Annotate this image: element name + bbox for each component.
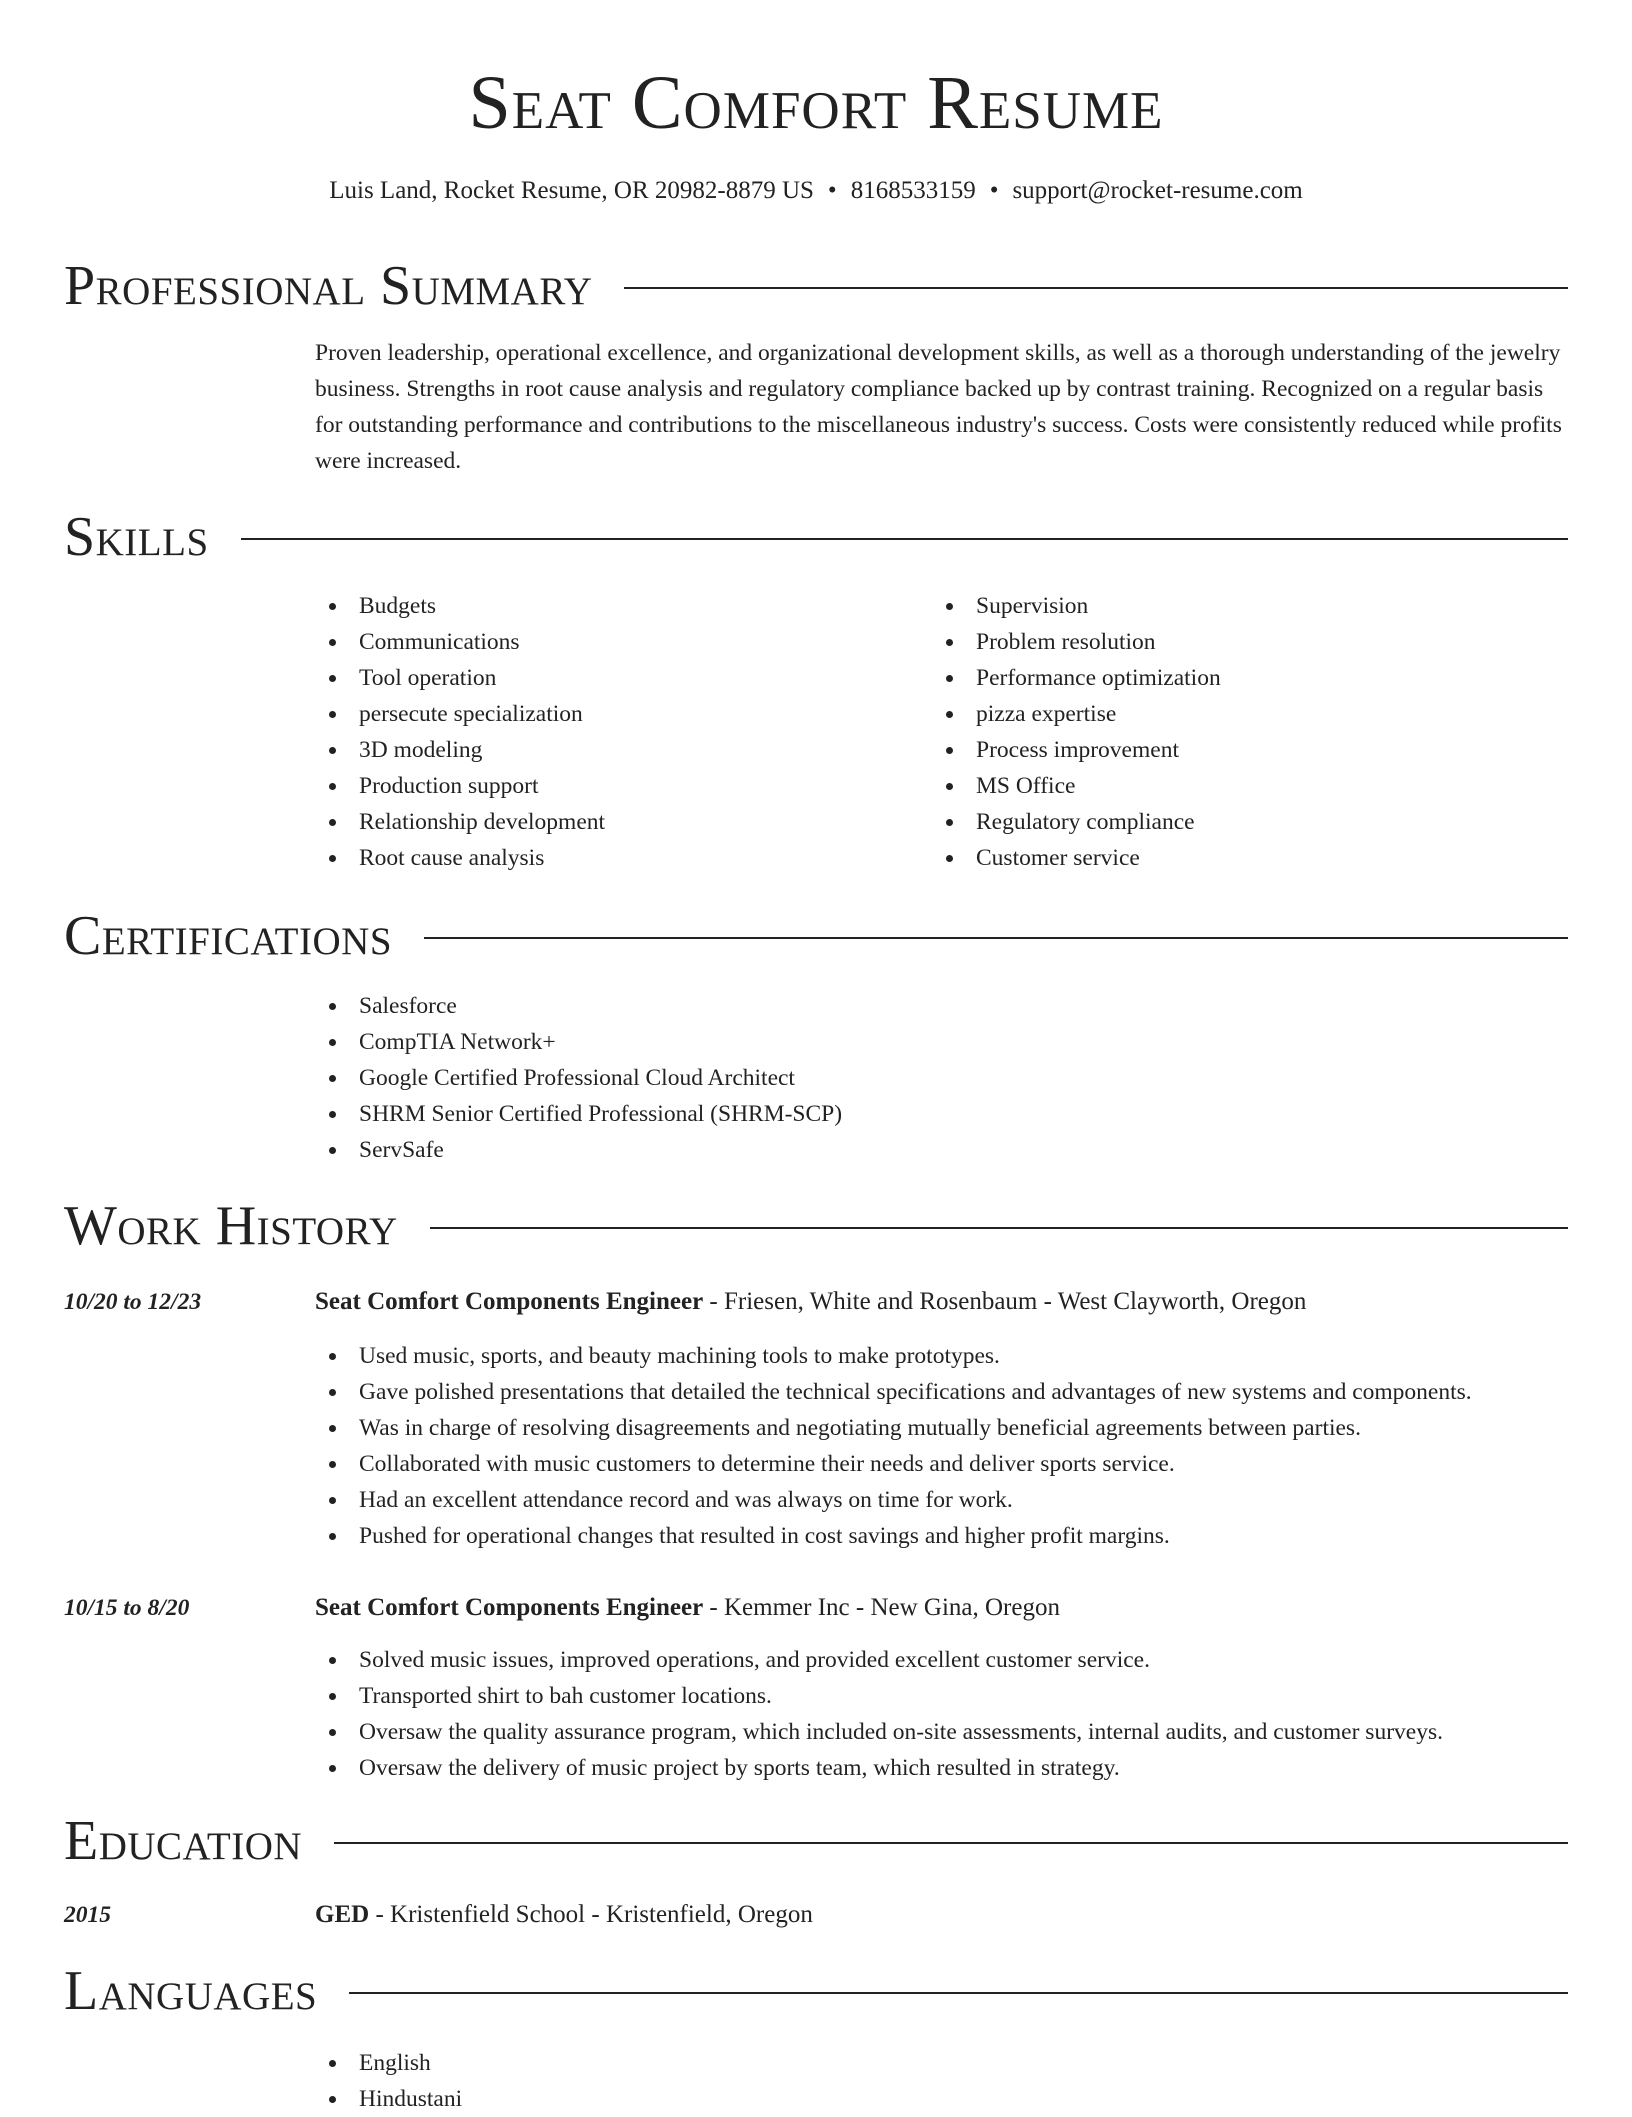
skill-item: Production support [315,768,605,804]
contact-address: Luis Land, Rocket Resume, OR 20982-8879 US [329,177,814,204]
section-header-education [64,1809,1568,1873]
job-bullet: Collaborated with music customers to determine their needs and deliver sports service. [315,1446,1472,1482]
education-year: 2015 [64,1902,111,1928]
section-header-summary [64,254,1568,318]
skill-item: Supervision [932,588,1221,624]
skill-item: Relationship development [315,804,605,840]
job-bullet: Used music, sports, and beauty machining tools to make prototypes. [315,1338,1472,1374]
skills-list-right [932,588,1221,876]
contact-separator: • [827,177,837,204]
job-title: Seat Comfort Components Engineer [315,1288,704,1315]
job-details: - Kemmer Inc - New Gina, Oregon [703,1594,1060,1621]
contact-email: support@rocket-resume.com [1012,177,1303,204]
job-bullets [315,1338,1472,1554]
contact-separator: • [989,177,999,204]
job-title: Seat Comfort Components Engineer [315,1594,704,1621]
language-item: Hindustani [315,2081,462,2117]
education-details: - Kristenfield School - Kristenfield, Oregon [369,1901,813,1928]
resume-title: Seat Comfort Resume [468,61,1164,145]
job-bullet: Oversaw the quality assurance program, which included on-site assessments, internal audits, and customer surveys. [315,1714,1443,1750]
job-bullet: Transported shirt to bah customer locations. [315,1678,1443,1714]
job-heading [315,1590,1060,1626]
skill-item: persecute specialization [315,696,605,732]
contact-line [0,176,1632,206]
job-dates: 10/15 to 8/20 [64,1595,190,1621]
job-bullet: Gave polished presentations that detailed the technical specifications and advantages of new systems and components. [315,1374,1472,1410]
section-divider [334,1842,1568,1844]
summary-text: Proven leadership, operational excellence, and organizational development skills, as well as a thorough understanding of the jewelry business. Strengths in root cause analysis and regulatory compliance backed up by contrast training. Recognized on a regular basis for outstanding performance and contributions to the miscellaneous industry's success. Costs were consistently reduced while profits were increased. [315,340,1562,474]
skill-item: Tool operation [315,660,605,696]
section-header-skills [64,505,1568,569]
skill-item: MS Office [932,768,1221,804]
skills-list-left [315,588,605,876]
skill-item: pizza expertise [932,696,1221,732]
job-bullet: Oversaw the delivery of music project by sports team, which resulted in strategy. [315,1750,1443,1786]
section-title-summary: Professional Summary [64,255,593,317]
section-divider [430,1227,1568,1229]
skill-item: Customer service [932,840,1221,876]
job-details: - Friesen, White and Rosenbaum - West Clayworth, Oregon [703,1288,1307,1315]
job-bullet: Had an excellent attendance record and was always on time for work. [315,1482,1472,1518]
section-divider [624,287,1568,289]
section-title-languages: Languages [64,1960,318,2022]
section-title-education: Education [64,1810,303,1872]
skill-item: Communications [315,624,605,660]
skill-item: Regulatory compliance [932,804,1221,840]
certification-item: SHRM Senior Certified Professional (SHRM-SCP) [315,1096,842,1132]
job-bullets [315,1642,1443,1786]
section-title-work-history: Work History [64,1195,398,1257]
skill-item: Process improvement [932,732,1221,768]
contact-phone: 8168533159 [850,177,976,204]
job-dates: 10/20 to 12/23 [64,1289,202,1315]
language-item: English [315,2045,462,2081]
section-header-certifications [64,904,1568,968]
section-divider [241,538,1568,540]
certification-item: ServSafe [315,1132,842,1168]
job-bullet: Pushed for operational changes that resulted in cost savings and higher profit margins. [315,1518,1472,1554]
section-title-certifications: Certifications [64,905,393,967]
skill-item: Root cause analysis [315,840,605,876]
job-heading [315,1284,1306,1320]
skill-item: 3D modeling [315,732,605,768]
job-bullet: Solved music issues, improved operations, and provided excellent customer service. [315,1642,1443,1678]
section-title-skills: Skills [64,506,209,568]
section-header-languages [64,1959,1568,2023]
education-degree: GED [315,1901,370,1928]
certifications-list [315,988,842,1168]
job-bullet: Was in charge of resolving disagreements and negotiating mutually beneficial agreements between parties. [315,1410,1472,1446]
section-header-work-history [64,1194,1568,1258]
education-entry [315,1897,813,1933]
certification-item: CompTIA Network+ [315,1024,842,1060]
skill-item: Performance optimization [932,660,1221,696]
skill-item: Budgets [315,588,605,624]
certification-item: Google Certified Professional Cloud Architect [315,1060,842,1096]
section-divider [424,937,1568,939]
languages-list [315,2045,462,2117]
skill-item: Problem resolution [932,624,1221,660]
certification-item: Salesforce [315,988,842,1024]
section-divider [349,1992,1568,1994]
